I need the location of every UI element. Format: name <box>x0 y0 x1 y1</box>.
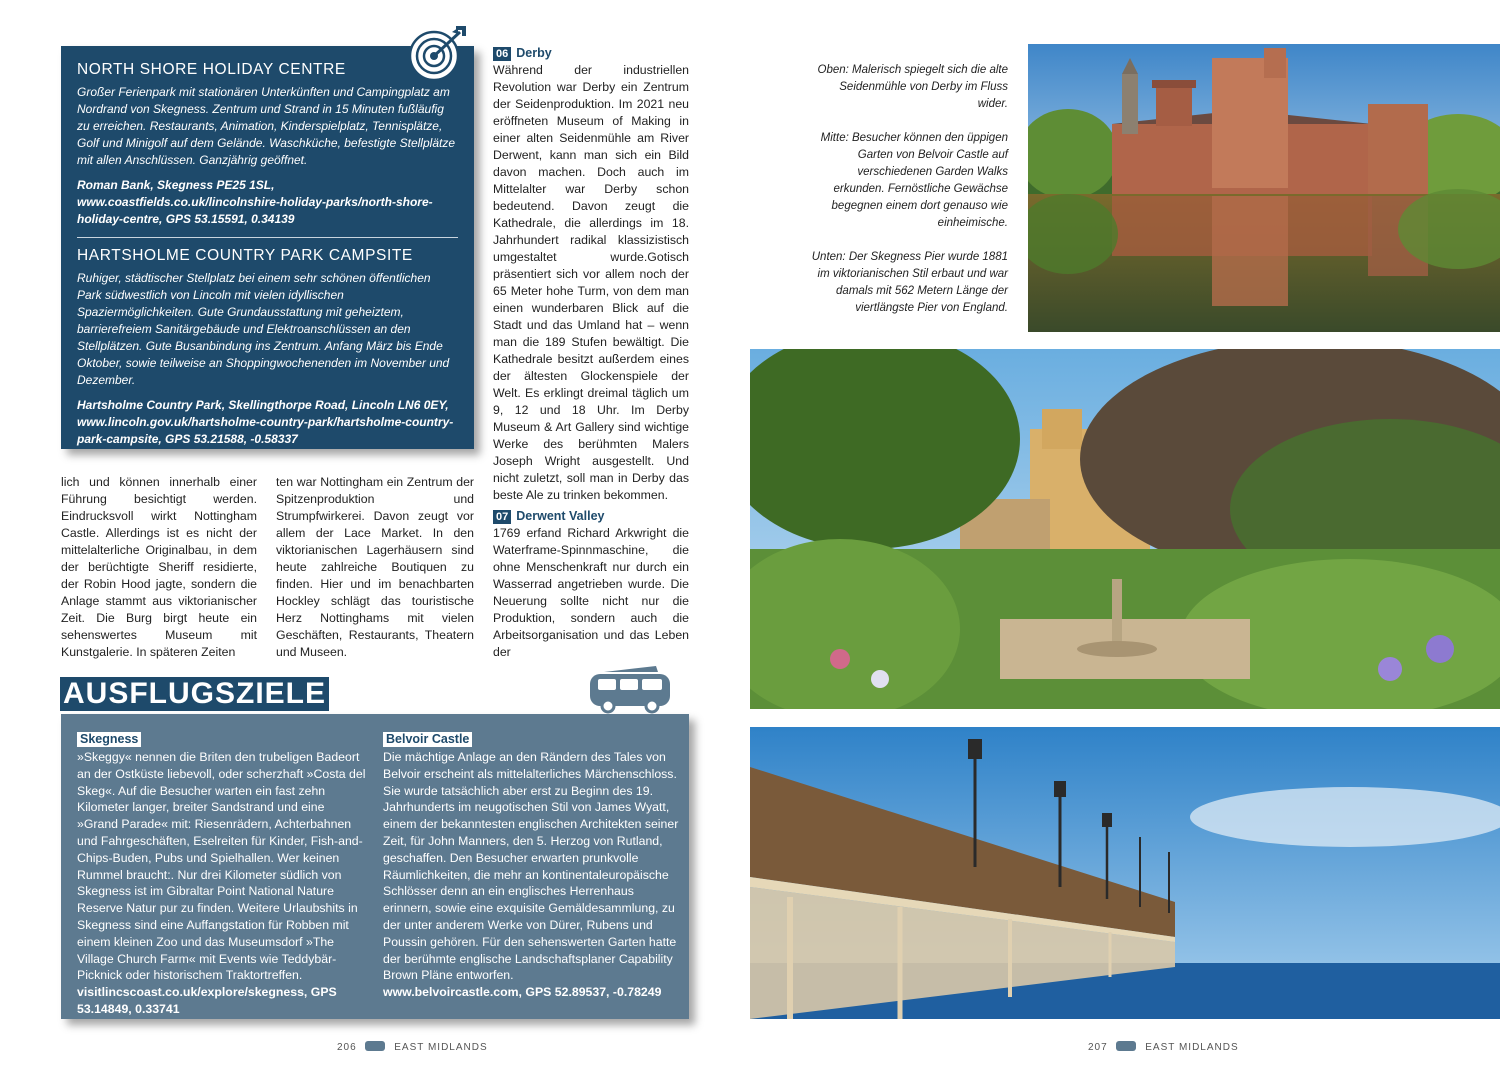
right-page-number: 207 <box>1088 1042 1108 1053</box>
derby-heading <box>493 44 689 62</box>
divider <box>77 237 458 238</box>
derby-silk-mill-photo <box>1028 44 1500 332</box>
derby-title: Derby <box>516 46 552 60</box>
north-shore-description: Großer Ferienpark mit stationären Unterkünften und Campingplatz am Nordrand von Skegness. Zentrum und Strand in 15 Minuten fußläufig zu erreichen. Restaurants, Animation, Kinderspielplatz, Tennisplätze, Golf und Minigolf auf dem Gelände. Waschküche, befestigte Stellplätze mit allen Anschlüssen. Ganzjährig geöffnet. <box>77 85 455 167</box>
skegness-pier-photo <box>750 727 1500 1019</box>
target-icon <box>406 24 470 84</box>
hartsholme-description: Ruhiger, städtischer Stellplatz bei einem sehr schönen öffentlichen Park südwestlich von Lincoln mit vielen idyllischen Spaziermöglichkeiten. Gute Grundausstattung mit geheiztem, barrierefreiem Sanitärgebäude und Elektroanschlüssen an den Stellplätzen. Gute Busanbindung ins Zentrum. Anfang März bis Ende Oktober, sowie teilweise an Shoppingwochenenden im November und Dezember. <box>77 271 450 387</box>
left-footer <box>337 1041 488 1053</box>
campervan-small-icon <box>365 1041 385 1051</box>
derwent-number: 07 <box>493 510 511 524</box>
skegness-column <box>77 731 367 1018</box>
north-shore-title: NORTH SHORE HOLIDAY CENTRE <box>77 61 346 78</box>
left-section-name: EAST MIDLANDS <box>394 1042 488 1053</box>
body-column-2: ten war Nottingham ein Zentrum der Spitzenproduktion und Strumpfwirkerei. Davon zeugt vor allem der Lace Market. In den viktorianischen Lagerhäusern sind heute zahlreiche Boutiquen zu finden. Hier und im benachbarten Hockley schlägt das touristische Herz Nottinghams mit vielen Geschäften, Restaurants, Theatern und Museen. <box>276 475 474 659</box>
right-footer <box>1088 1041 1239 1053</box>
campervan-small-icon <box>1116 1041 1136 1051</box>
belvoir-link: www.belvoircastle.com, GPS 52.89537, -0.78249 <box>383 985 662 1000</box>
ausflugsziele-box <box>61 714 689 1019</box>
photo-captions <box>810 62 1008 334</box>
ausflugsziele-heading: AUSFLUGSZIELE <box>60 677 329 711</box>
derwent-text: 1769 erfand Richard Arkwright die Waterframe-Spinnmaschine, die ohne Menschenkraft nur durch ein Wasserrad angetrieben wurde. Die Neuerung sollte nicht nur die Produktion, sondern auch die Arbeitsorganisation und das Leben der <box>493 526 689 659</box>
belvoir-text: Die mächtige Anlage an den Rändern des Tales von Belvoir erscheint als mittelalterliches Märchenschloss. Sie wurde tatsächlich aber erst zu Beginn des 19. Jahrhunderts im neugotischen Stil von James Wyatt, einem der bekanntesten englischen Architekten seiner Zeit, für John Manners, den 5. Herzog von Rutland, geschaffen. Den Besucher erwarten prunkvolle Räumlichkeiten, die mehr an kontinentaleuropäische Schlösser denn an ein englisches Herrenhaus erinnern, sowie eine exquisite Gemäldesammlung, zu der unter anderem Werke von Dürer, Rubens und Poussin gehören. Für den sehenswerten Garten hatte der berühmte englische Landschaftsplaner Capability Brown Pläne entworfen. <box>383 750 679 983</box>
body-column-1: lich und können innerhalb einer Führung besichtigt werden. Eindrucksvoll wirkt Nottingham Castle. Allerdings ist es nicht der mittelalterliche Originalbau, in dem der berüchtigte Sheriff residierte, der Robin Hood jagte, sondern die Anlage stammt aus viktorianischer Zeit. Die Burg birgt heute ein sehenswertes Museum mit Kunstgalerie. In späteren Zeiten <box>61 475 257 659</box>
skegness-text: »Skeggy« nennen die Briten den trubeligen Badeort an der Ostküste liebevoll, oder scherzhaft »Costa del Skeg«. Auf die Besucher warten ein fast zehn Kilometer langer, breiter Sandstrand und eine »Grand Parade« mit: Riesenrädern, Achterbahnen und Fahrgeschäften, Eselreiten für Kinder, Fish-and-Chips-Buden, Pubs und Spielhallen. Wer keinen Rummel braucht:. Nur drei Kilometer südlich von Skegness ist im Gibraltar Point National Nature Reserve Natur pur zu finden. Weitere Urlaubshits in Skegness sind eine Auffangstation für Robben mit einem kleinen Zoo und das Museumsdorf »The Village Church Farm« mit Events wie Teddybär-Picknick oder historischem Traktortreffen. <box>77 750 366 983</box>
hartsholme-address: Hartsholme Country Park, Skellingthorpe Road, Lincoln LN6 0EY, www.lincoln.gov.uk/hartsholme-country-park/hartsholme-country-park-campsite, GPS 53.21588, -0.58337 <box>77 398 454 446</box>
belvoir-label: Belvoir Castle <box>383 732 472 747</box>
campervan-icon <box>586 656 674 714</box>
hartsholme-title: HARTSHOLME COUNTRY PARK CAMPSITE <box>77 247 413 264</box>
caption-top: Oben: Malerisch spiegelt sich die alte Seidenmühle von Derby im Fluss wider. <box>817 64 1008 110</box>
skegness-label: Skegness <box>77 732 141 747</box>
derby-text: Während der industriellen Revolution war Derby ein Zentrum der Seidenproduktion. Im 2021 neu eröffneten Museum of Making in einer alten Seidenmühle am River Derwent, kann man sich ein Bild davon machen. Doch auch im Mittelalter war Derby schon bedeutend. Davon zeugt die Kathedrale, die allerdings im 18. Jahrhundert radikal klassizistisch umgestaltet wurde.Gotisch präsentiert sich vor allem noch der 65 Meter hohe Turm, von dem man einen wunderbaren Blick auf die Stadt und das Umland hat – wenn man die 189 Stufen bewältigt. Die Kathedrale besitzt außerdem eines der ältesten Glockenspiele der Welt. Es erklingt dreimal täglich um 9, 12 und 18 Uhr. Im Derby Museum & Art Gallery sind wichtige Werke des berühmten Malers Joseph Wright ausgestellt. Und nicht zuletzt, soll man in Derby das beste Ale zu trinken bekommen. <box>493 63 689 502</box>
derwent-section <box>493 507 689 661</box>
right-section-name: EAST MIDLANDS <box>1145 1042 1239 1053</box>
derwent-heading <box>493 507 689 525</box>
left-page-number: 206 <box>337 1042 357 1053</box>
campsite-info-box <box>61 46 474 449</box>
belvoir-castle-garden-photo <box>750 349 1500 709</box>
caption-bot: Unten: Der Skegness Pier wurde 1881 im viktorianischen Stil erbaut und war damals mit 562 Metern Länge der viertlängste Pier von England. <box>811 251 1008 314</box>
derby-section <box>493 44 689 504</box>
skegness-link: visitlincscoast.co.uk/explore/skegness, GPS 53.14849, 0.33741 <box>77 985 337 1016</box>
caption-mid: Mitte: Besucher können den üppigen Garten von Belvoir Castle auf verschiedenen Garden Walks erkunden. Fernöstliche Gewächse begegnen einem dort genauso wie einheimische. <box>820 132 1008 229</box>
derwent-title: Derwent Valley <box>516 509 605 523</box>
derby-number: 06 <box>493 47 511 61</box>
belvoir-column <box>383 731 679 1001</box>
north-shore-address: Roman Bank, Skegness PE25 1SL, www.coastfields.co.uk/lincolnshire-holiday-parks/north-shore-holiday-centre, GPS 53.15591, 0.34139 <box>77 178 433 226</box>
